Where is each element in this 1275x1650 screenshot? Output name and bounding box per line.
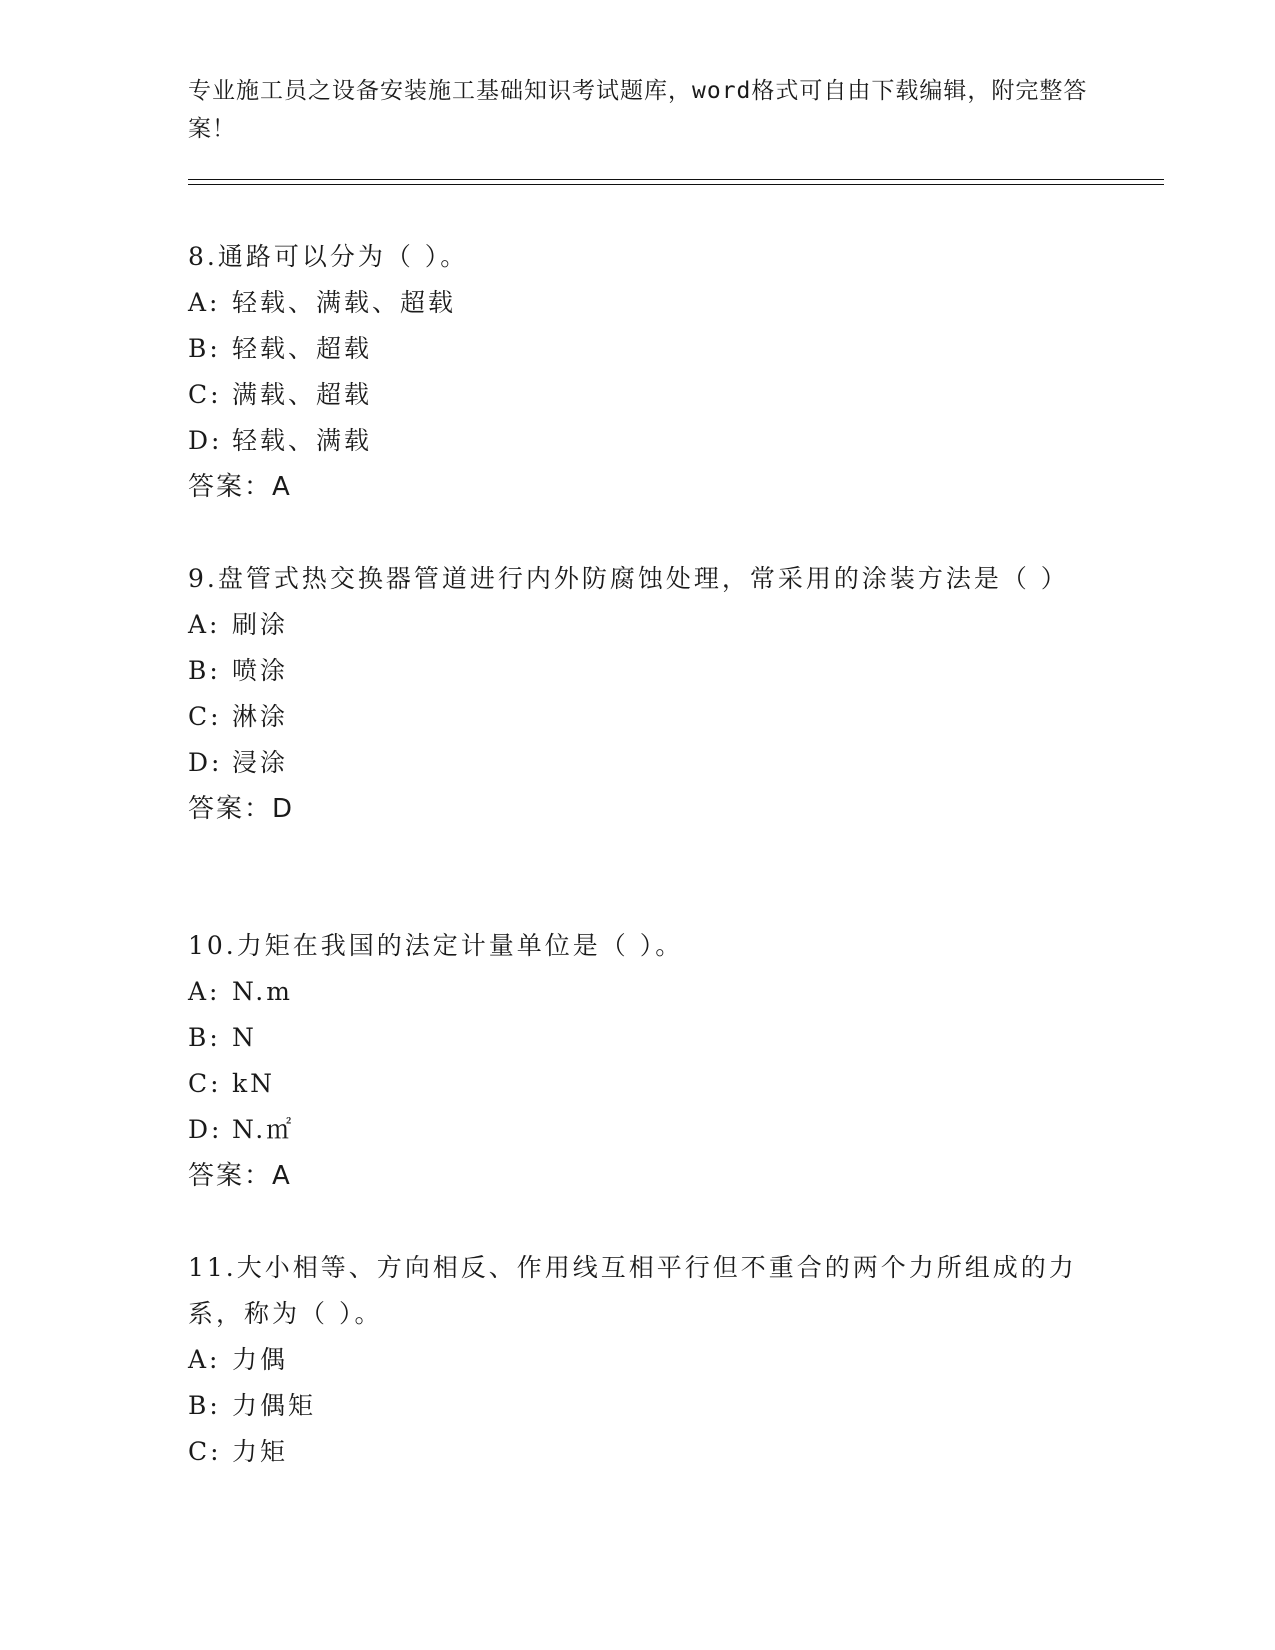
option-a [188, 969, 1088, 1015]
option-label: B: [188, 656, 221, 685]
question-stem: 11.大小相等、方向相反、作用线互相平行但不重合的两个力所组成的力系，称为（ ）。 [188, 1253, 1077, 1328]
option-text: 力偶矩 [232, 1391, 317, 1420]
option-text: N [232, 1023, 257, 1052]
option-b [188, 1015, 1088, 1061]
option-c [188, 694, 1088, 740]
header-divider-top [188, 179, 1164, 180]
question-stem: 10.力矩在我国的法定计量单位是（ ）。 [188, 931, 684, 960]
option-text: 轻载、超载 [232, 334, 373, 363]
option-label: A: [188, 1345, 221, 1374]
option-label: B: [188, 334, 221, 363]
option-label: B: [188, 1023, 221, 1052]
option-b [188, 326, 1088, 372]
option-text: 淋涂 [232, 702, 289, 731]
option-b [188, 1383, 1088, 1429]
question-8 [188, 234, 1088, 510]
option-c [188, 1061, 1088, 1107]
answer: 答案：D [188, 794, 295, 824]
question-stem: 9.盘管式热交换器管道进行内外防腐蚀处理，常采用的涂装方法是（ ） [188, 564, 1069, 593]
option-label: D: [188, 426, 223, 455]
option-c [188, 1429, 1088, 1475]
option-text: 浸涂 [232, 748, 289, 777]
option-text: 满载、超载 [232, 380, 373, 409]
option-d [188, 418, 1088, 464]
option-label: A: [188, 288, 221, 317]
option-label: C: [188, 1069, 222, 1098]
option-d [188, 740, 1088, 786]
option-d [188, 1107, 1088, 1153]
option-text: 刷涂 [232, 610, 289, 639]
option-label: B: [188, 1391, 221, 1420]
option-label: D: [188, 1115, 223, 1144]
answer: 答案：A [188, 1161, 292, 1191]
option-text: N.㎡ [232, 1115, 295, 1144]
option-a [188, 280, 1088, 326]
option-a [188, 602, 1088, 648]
option-a [188, 1337, 1088, 1383]
option-text: 轻载、满载、超载 [232, 288, 457, 317]
option-text: 轻载、满载 [232, 426, 373, 455]
option-label: D: [188, 748, 223, 777]
answer: 答案：A [188, 472, 292, 502]
option-text: kN [232, 1069, 276, 1098]
question-stem: 8.通路可以分为（ ）。 [188, 242, 469, 271]
option-text: 力矩 [232, 1437, 289, 1466]
header-divider-bottom [188, 184, 1164, 185]
option-c [188, 372, 1088, 418]
question-11 [188, 1245, 1088, 1475]
option-label: C: [188, 380, 222, 409]
document-header: 专业施工员之设备安装施工基础知识考试题库，word格式可自由下载编辑，附完整答案！ [188, 78, 1088, 142]
option-label: C: [188, 1437, 222, 1466]
question-10 [188, 923, 1088, 1199]
option-b [188, 648, 1088, 694]
question-9 [188, 556, 1088, 832]
option-label: C: [188, 702, 222, 731]
option-text: 喷涂 [232, 656, 289, 685]
option-label: A: [188, 977, 221, 1006]
option-label: A: [188, 610, 221, 639]
option-text: 力偶 [232, 1345, 289, 1374]
option-text: N.m [232, 977, 293, 1006]
